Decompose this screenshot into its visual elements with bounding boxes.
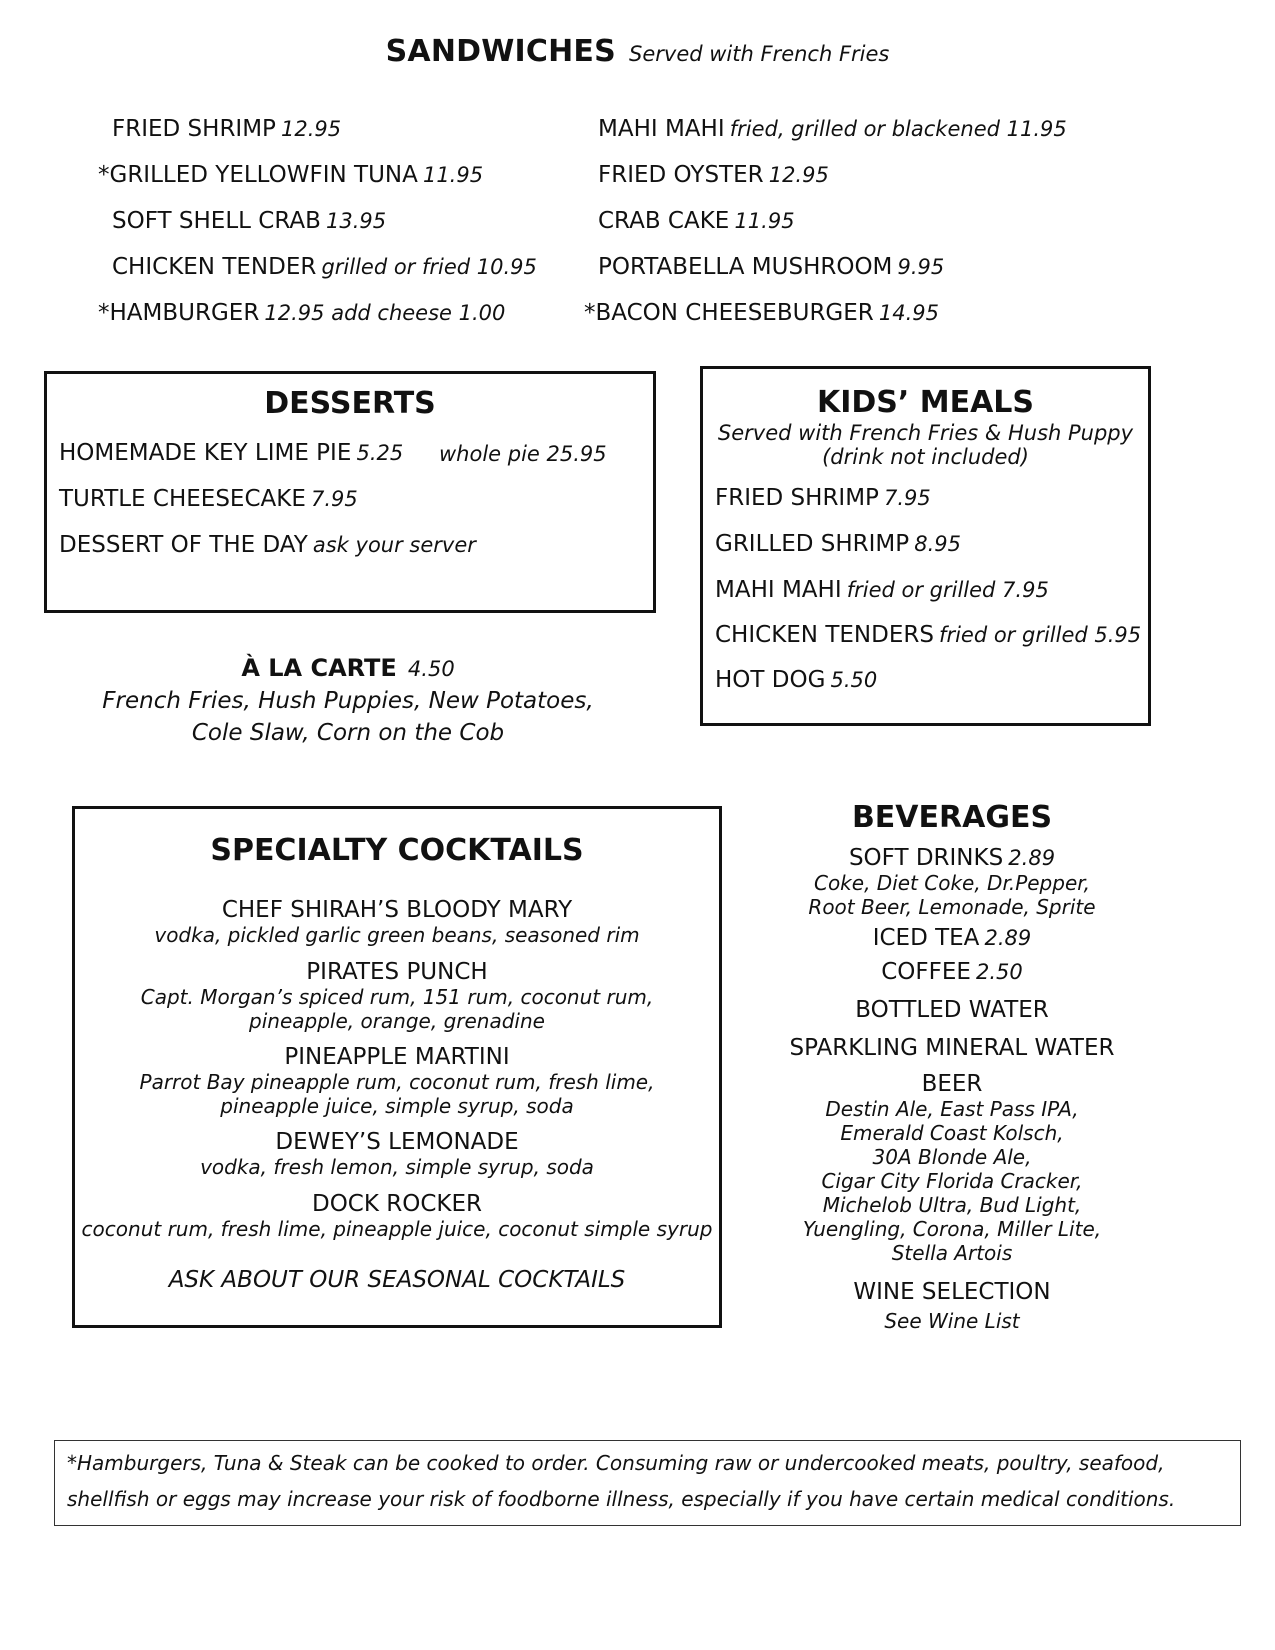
item-note: ask your server [312, 533, 476, 557]
item-price: 2.89 [984, 926, 1032, 950]
dessert-item [59, 486, 358, 512]
dessert-whole-pie: whole pie 25.95 [439, 442, 607, 466]
beer-list-line: 30A Blonde Ale, [872, 1145, 1032, 1169]
item-name: HOMEMADE KEY LIME PIE [59, 440, 352, 466]
beverage-item: SPARKLING MINERAL WATER [789, 1035, 1115, 1061]
item-name: MAHI MAHI [598, 116, 725, 142]
disclaimer-line: *Hamburgers, Tuna & Steak can be cooked to order. Consuming raw or undercooked meats, poultry, seafood, [67, 1451, 1165, 1475]
raw-warning-star: * [98, 300, 110, 326]
item-price: 12.95 add cheese 1.00 [264, 301, 506, 325]
sandwich-item [584, 300, 939, 326]
item-price: 2.89 [1008, 846, 1056, 870]
item-price: 8.95 [914, 532, 962, 556]
kids-item [715, 577, 1049, 603]
beverage-item: BOTTLED WATER [855, 997, 1049, 1023]
item-name: HAMBURGER [109, 300, 260, 326]
cocktail-desc: pineapple, orange, grenadine [249, 1009, 545, 1033]
alacarte-section [48, 654, 648, 746]
alacarte-line: French Fries, Hush Puppies, New Potatoes, [102, 688, 594, 714]
beverage-desc: Root Beer, Lemonade, Sprite [808, 895, 1096, 919]
item-name: TURTLE CHEESECAKE [59, 486, 306, 512]
sandwich-item [98, 300, 505, 326]
cocktail-item [75, 897, 719, 947]
cocktail-desc: coconut rum, fresh lime, pineapple juice, coconut simple syrup [81, 1217, 713, 1241]
cocktail-desc: vodka, fresh lemon, simple syrup, soda [200, 1155, 594, 1179]
sandwiches-subtitle: Served with French Fries [629, 42, 890, 66]
kids-item [715, 531, 961, 557]
item-price: 7.95 [310, 487, 358, 511]
cocktail-desc: Capt. Morgan’s spiced rum, 151 rum, coconut rum, [140, 985, 654, 1009]
beer-list-line: Yuengling, Corona, Miller Lite, [802, 1217, 1102, 1241]
sandwiches-header [0, 34, 1275, 69]
item-name: HOT DOG [715, 667, 826, 693]
item-name: COFFEE [881, 959, 971, 985]
alacarte-price: 4.50 [407, 657, 455, 681]
cocktail-name: PINEAPPLE MARTINI [284, 1044, 510, 1070]
beverage-item [752, 959, 1152, 985]
beverage-item [752, 925, 1152, 951]
item-name: CRAB CAKE [598, 208, 730, 234]
item-name: GRILLED YELLOWFIN TUNA [109, 162, 418, 188]
item-name: FRIED OYSTER [598, 162, 764, 188]
item-price: 12.95 [281, 117, 342, 141]
item-price: 9.95 [897, 255, 945, 279]
item-name: CHICKEN TENDER [112, 254, 317, 280]
item-price: fried or grilled 5.95 [939, 623, 1142, 647]
beer-list-line: Emerald Coast Kolsch, [840, 1121, 1064, 1145]
kids-item [715, 485, 931, 511]
cocktail-item [75, 959, 719, 1033]
item-price: fried or grilled 7.95 [846, 578, 1049, 602]
item-price: fried, grilled or blackened 11.95 [729, 117, 1067, 141]
item-name: BACON CHEESEBURGER [595, 300, 874, 326]
sandwich-item [98, 162, 483, 188]
item-name: ICED TEA [872, 925, 980, 951]
kids-item [715, 667, 877, 693]
cocktail-desc: pineapple juice, simple syrup, soda [220, 1094, 574, 1118]
beverage-item [752, 845, 1152, 871]
cocktail-name: DEWEY’S LEMONADE [275, 1129, 519, 1155]
item-price: 13.95 [325, 209, 387, 233]
item-name: PORTABELLA MUSHROOM [598, 254, 893, 280]
item-price: 12.95 [768, 163, 829, 187]
item-price: 2.50 [976, 960, 1023, 984]
beverage-item: BEER [921, 1071, 983, 1097]
desserts-title: DESSERTS [264, 386, 436, 421]
raw-warning-star: * [584, 300, 596, 326]
item-name: DESSERT OF THE DAY [59, 532, 308, 558]
sandwich-item [112, 254, 537, 280]
dessert-item [59, 440, 403, 466]
cocktail-item [75, 1129, 719, 1179]
kids-meals-box [700, 366, 1151, 726]
item-price: 11.95 [422, 163, 484, 187]
cocktail-name: PIRATES PUNCH [306, 959, 488, 985]
alacarte-title: À LA CARTE [241, 654, 397, 682]
food-safety-disclaimer [54, 1440, 1241, 1526]
alacarte-line: Cole Slaw, Corn on the Cob [191, 720, 505, 746]
cocktails-box [72, 806, 722, 1328]
cocktail-item [75, 1191, 719, 1241]
kids-item [715, 622, 1141, 648]
item-price: 14.95 [878, 301, 939, 325]
item-name: SOFT SHELL CRAB [112, 208, 321, 234]
beverage-item: WINE SELECTION [853, 1279, 1051, 1305]
item-price: 7.95 [884, 486, 931, 510]
cocktail-item [75, 1044, 719, 1118]
kids-meals-subtitle: Served with French Fries & Hush Puppy [717, 421, 1134, 445]
item-price: 5.50 [830, 668, 878, 692]
beer-list-line: Destin Ale, East Pass IPA, [825, 1097, 1079, 1121]
cocktails-title: SPECIALTY COCKTAILS [210, 833, 584, 868]
beer-list-line: Cigar City Florida Cracker, [821, 1169, 1083, 1193]
cocktail-desc: Parrot Bay pineapple rum, coconut rum, fresh lime, [139, 1070, 655, 1094]
item-name: MAHI MAHI [715, 577, 842, 603]
sandwich-item [598, 116, 1067, 142]
beverages-section [752, 800, 1152, 1333]
sandwich-item [598, 208, 795, 234]
item-price: 11.95 [734, 209, 795, 233]
sandwich-item [112, 208, 386, 234]
sandwich-item [598, 254, 944, 280]
raw-warning-star: * [98, 162, 110, 188]
beer-list-line: Stella Artois [891, 1241, 1013, 1265]
dessert-item [59, 532, 476, 558]
item-price: 5.25 [356, 441, 404, 465]
sandwich-item [598, 162, 829, 188]
cocktail-name: CHEF SHIRAH’S BLOODY MARY [221, 897, 573, 923]
cocktails-footer: ASK ABOUT OUR SEASONAL COCKTAILS [168, 1267, 626, 1293]
beverages-title: BEVERAGES [851, 800, 1053, 835]
cocktail-name: DOCK ROCKER [311, 1191, 482, 1217]
kids-meals-note: (drink not included) [822, 445, 1029, 469]
desserts-box [44, 371, 656, 613]
item-name: FRIED SHRIMP [715, 485, 879, 511]
item-price: grilled or fried 10.95 [321, 255, 537, 279]
sandwich-item [112, 116, 341, 142]
beverage-desc: Coke, Diet Coke, Dr.Pepper, [813, 871, 1090, 895]
disclaimer-line: shellfish or eggs may increase your risk of foodborne illness, especially if you have certain medical conditions. [67, 1487, 1176, 1511]
kids-meals-title: KIDS’ MEALS [816, 385, 1035, 420]
cocktail-desc: vodka, pickled garlic green beans, seasoned rim [154, 923, 640, 947]
sandwiches-title: SANDWICHES [385, 34, 616, 69]
item-name: FRIED SHRIMP [112, 116, 276, 142]
item-name: CHICKEN TENDERS [715, 622, 934, 648]
item-name: GRILLED SHRIMP [715, 531, 910, 557]
item-name: SOFT DRINKS [848, 845, 1004, 871]
beer-list-line: Michelob Ultra, Bud Light, [822, 1193, 1082, 1217]
wine-note: See Wine List [884, 1309, 1020, 1333]
